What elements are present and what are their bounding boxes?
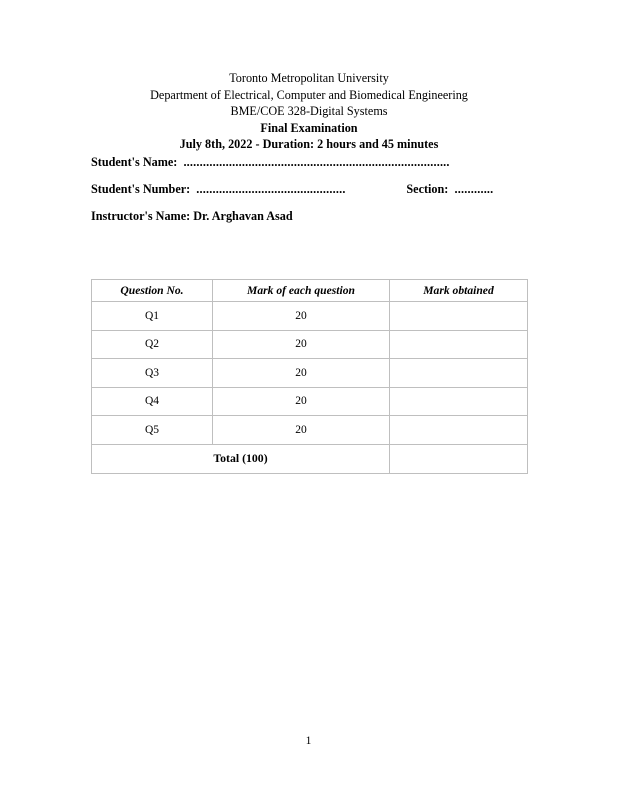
cell-mark-each: 20 — [213, 359, 390, 388]
marks-table-body — [92, 302, 528, 474]
university-name: Toronto Metropolitan University — [229, 71, 389, 85]
student-number-input[interactable]: .............................................. — [196, 182, 346, 196]
student-name-label: Student's Name: — [91, 155, 178, 169]
cell-mark-obtained[interactable] — [390, 387, 528, 416]
table-row — [92, 330, 528, 359]
cell-mark-each: 20 — [213, 330, 390, 359]
table-row — [92, 302, 528, 331]
section-input[interactable]: ............ — [454, 182, 494, 196]
cell-mark-obtained[interactable] — [390, 330, 528, 359]
course-code-title: BME/COE 328-Digital Systems — [230, 104, 388, 118]
marks-table-header — [92, 280, 528, 302]
cell-mark-obtained[interactable] — [390, 359, 528, 388]
cell-question-no: Q5 — [92, 416, 213, 445]
cell-mark-each: 20 — [213, 416, 390, 445]
student-name-input[interactable]: .................................................................................. — [183, 155, 450, 169]
exam-type-title: Final Examination — [260, 120, 358, 135]
table-total-row — [92, 444, 528, 473]
cell-question-no: Q3 — [92, 359, 213, 388]
cell-mark-obtained[interactable] — [390, 302, 528, 331]
table-row — [92, 359, 528, 388]
column-header-mark-obtained: Mark obtained — [390, 280, 528, 302]
table-row — [92, 387, 528, 416]
cell-mark-each: 20 — [213, 302, 390, 331]
cell-total-label: Total (100) — [92, 444, 390, 473]
instructor-name-text: Instructor's Name: Dr. Arghavan Asad — [91, 209, 293, 223]
cell-question-no: Q1 — [92, 302, 213, 331]
document-heading — [91, 70, 527, 153]
instructor-name-row — [91, 209, 527, 236]
student-info-block — [91, 155, 527, 236]
cell-mark-obtained[interactable] — [390, 416, 528, 445]
cell-question-no: Q4 — [92, 387, 213, 416]
cell-mark-each: 20 — [213, 387, 390, 416]
table-header-row — [92, 280, 528, 302]
student-name-row — [91, 155, 527, 182]
cell-total-obtained[interactable] — [390, 444, 528, 473]
department-name: Department of Electrical, Computer and Biomedical Engineering — [150, 87, 468, 102]
marks-table — [91, 279, 528, 474]
column-header-question-no: Question No. — [92, 280, 213, 302]
cell-question-no: Q2 — [92, 330, 213, 359]
column-header-mark-each: Mark of each question — [213, 280, 390, 302]
student-number-label: Student's Number: — [91, 182, 191, 196]
student-number-row — [91, 182, 527, 209]
section-label: Section: — [406, 182, 449, 196]
exam-date-duration: July 8th, 2022 - Duration: 2 hours and 45 minutes — [179, 137, 439, 151]
page-number: 1 — [305, 735, 312, 747]
table-row — [92, 416, 528, 445]
